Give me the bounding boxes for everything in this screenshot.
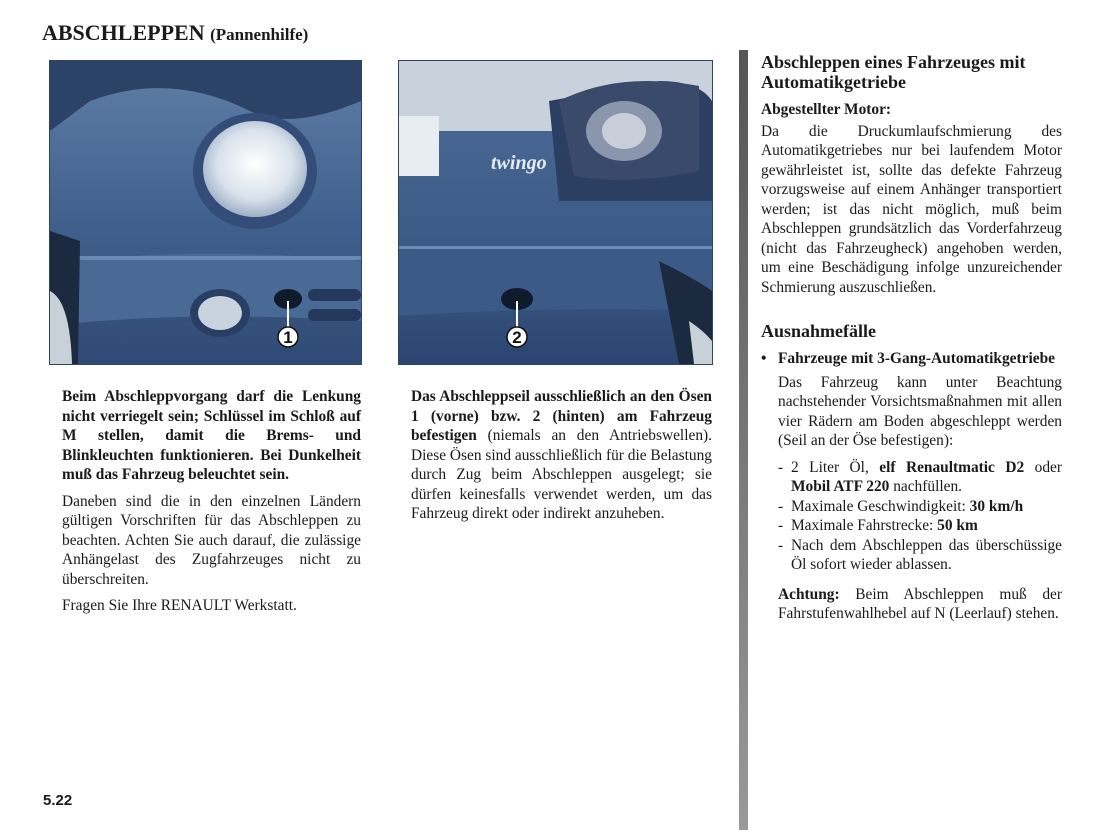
front-car-illustration — [50, 61, 361, 364]
caution-note — [761, 585, 1062, 624]
column-divider-bar — [739, 50, 748, 830]
precautions-list — [761, 458, 1062, 575]
page-title — [42, 20, 308, 46]
engine-off-subheading: Abgestellter Motor: — [761, 101, 892, 118]
three-speed-bullet — [761, 349, 1062, 369]
page-number: 5.22 — [43, 792, 73, 809]
column-1 — [62, 387, 361, 623]
list-item: - Nach dem Abschleppen das überschüssige Öl sofort wieder ablassen. — [778, 536, 1062, 573]
caution-text: Beim Abschleppen muß der Fahrstufenwahlhebel auf N (Leerlauf) stehen. — [778, 585, 1062, 622]
rear-car-illustration — [399, 61, 712, 364]
towing-eye-bold-lead: Das Abschleppseil ausschließlich an den Ösen 1 (vorne) bzw. 2 (hinten) am Fahrzeug befestigen — [411, 388, 712, 444]
automatic-towing-heading: Abschleppen eines Fahrzeuges mit Automatikgetriebe — [761, 52, 1026, 92]
twingo-logo: twingo — [491, 152, 547, 174]
marker-1-label: 1 — [283, 328, 293, 347]
towing-eye-rest: (niemals an den Antriebswellen). Diese Ösen sind ausschließlich für die Belastung durch Zug beim Abschleppen ausgelegt; sie dürfen keinesfalls verwendet werden, um das Fahrzeug direkt oder indirekt anzuheben. — [411, 427, 712, 522]
towing-eye-paragraph — [411, 387, 712, 524]
list-item: - 2 Liter Öl, elf Renaultmatic D2 oder Mobil ATF 220 nachfüllen. — [778, 458, 1062, 495]
page-title-subtitle: (Pannenhilfe) — [210, 25, 309, 44]
list-item: - Maximale Geschwindigkeit: 30 km/h — [778, 497, 1024, 515]
marker-2-label: 2 — [512, 328, 522, 347]
workshop-hint: Fragen Sie Ihre RENAULT Werkstatt. — [62, 597, 297, 614]
three-speed-title: Fahrzeuge mit 3-Gang-Automatikgetriebe — [778, 350, 1055, 367]
rear-towing-eye-photo — [398, 60, 713, 365]
column-2 — [411, 387, 712, 531]
caution-label: Achtung: — [778, 585, 840, 603]
front-towing-eye-photo — [49, 60, 362, 365]
page-title-main: ABSCHLEPPEN — [42, 20, 205, 45]
engine-off-paragraph: Da die Druckumlaufschmierung des Automatikgetriebes nur bei laufendem Motor gewährleistet ist, sollte das defekte Fahrzeug vorzugsweise auf einem Anhänger transportiert werden; ist das nicht möglich, muß beim Abschleppen grundsätzlich das Vorderfahrzeug (nicht das Fahrzeugheck) angehoben werden, um eine Beschädigung infolge unzureichender Schmierung auszuschließen. — [761, 122, 1062, 296]
regulations-paragraph: Daneben sind die in den einzelnen Ländern gültigen Vorschriften für das Abschleppen zu beachten. Achten Sie auch darauf, die zulässige Anhängelast des Zugfahrzeuges nicht zu überschreiten. — [62, 492, 361, 588]
column-3 — [761, 52, 1062, 631]
steering-warning: Beim Abschleppvorgang darf die Lenkung nicht verriegelt sein; Schlüssel im Schloß auf M stellen, damit die Brems- und Blinkleuchten funktionieren. Bei Dunkelheit muß das Fahrzeug beleuchtet sein. — [62, 388, 361, 483]
exceptions-heading: Ausnahmefälle — [761, 321, 877, 341]
list-item: - Maximale Fahrstrecke: 50 km — [778, 517, 978, 534]
three-speed-paragraph: Das Fahrzeug kann unter Beachtung nachstehender Vorsichtsmaßnahmen mit allen vier Rädern am Boden abgeschleppt werden (Seil an der Öse befestigen): — [778, 373, 1062, 449]
bullet-icon: • — [761, 350, 767, 367]
